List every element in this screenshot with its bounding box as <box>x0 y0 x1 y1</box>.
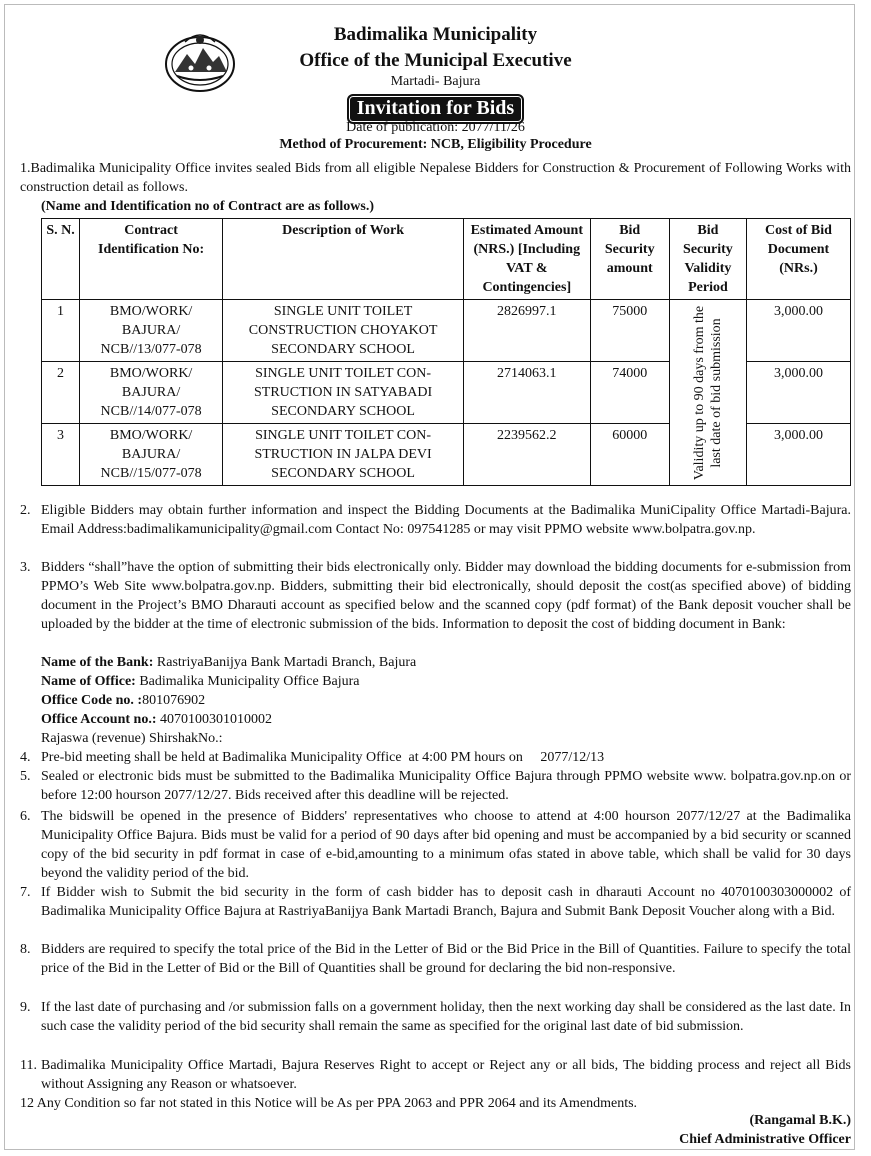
row-description: SINGLE UNIT TOILET CONSTRUCTION CHOYAKOT SECONDARY SCHOOL <box>223 300 464 362</box>
header-estimated-amount: Estimated Amount (NRS.) [Including VAT & Contingencies] <box>463 219 590 300</box>
row-sn: 2 <box>42 362 80 424</box>
office-account-label: Office Account no.: <box>41 712 157 727</box>
clause-6-number: 6. <box>20 809 31 824</box>
header-validity: Bid Security Validity Period <box>669 219 746 300</box>
office-name: Office of the Municipal Executive <box>299 50 572 71</box>
row-description: SINGLE UNIT TOILET CON- STRUCTION IN JALPA DEVI SECONDARY SCHOOL <box>223 424 464 486</box>
clause-4-number: 4. <box>20 750 31 765</box>
header-contract-id: Contract Identification No: <box>80 219 223 300</box>
clause-2-number: 2. <box>20 503 31 518</box>
contracts-table <box>41 218 851 486</box>
row-document-cost: 3,000.00 <box>747 362 851 424</box>
clause-4-text: Pre-bid meeting shall be held at Badimalika Municipality Office at 4:00 PM hours on 2077/12/13 <box>41 750 605 765</box>
table-row <box>42 300 851 362</box>
bank-name-label: Name of the Bank: <box>41 655 154 670</box>
clause-7-text: If Bidder wish to Submit the bid security in the form of cash bidder has to deposit cash in dharauti Account no 4070100303000002 of Badimalika Municipality Office Bajura at RastriyaBanijya Bank Martadi Branch, Bajura and Submit Bank Deposit Voucher along with a Bid. <box>41 885 851 919</box>
clause-2-text: Eligible Bidders may obtain further information and inspect the Bidding Documents at the Badimalika MuniCipality Office Martadi-Bajura. Email Address:badimalikamunicipality@gmail.com Contact No: 097541285 or may visit PPMO website www.bolpatra.gov.np. <box>41 503 851 537</box>
clause-6-text: The bidswill be opened in the presence of Bidders' representatives who choose to attend at 4:00 hourson 2077/12/27 at the Badimalika Municipality Office Bajura. Bids must be valid for a period of 90 days after bid opening and must be accompanied by a bid security or scanned copy of the bid security in pdf format in case of e-bid,amounting to a minimum ofas stated in above table, which shall be valid for 30 days beyond the validity period of the bid. <box>41 809 851 881</box>
clause-11-number: 11. <box>20 1058 37 1073</box>
rajaswa-line: Rajaswa (revenue) ShirshakNo.: <box>41 731 223 746</box>
clause-5-text: Sealed or electronic bids must be submitted to the Badimalika Municipality Office Bajura through PPMO website www. bolpatra.gov.np.on or before 12:00 hourson 2077/12/27. Bids received after this deadline will be rejected. <box>41 769 851 803</box>
office-name-value: Badimalika Municipality Office Bajura <box>135 674 360 689</box>
office-name-label: Name of Office: <box>41 674 136 689</box>
validity-cell <box>669 300 746 486</box>
office-account-line <box>41 710 851 729</box>
clause-8-text: Bidders are required to specify the total price of the Bid in the Letter of Bid or the Bid Price in the Bill of Quantities. Failure to specify the total price of the Bid in the Letter of Bid or the Bill of Quantities shall be ground for declaring the bid non-responsive. <box>41 942 851 976</box>
office-account-value: 4070100301010002 <box>156 712 272 727</box>
validity-period-text: Validity up to 90 days from the last date of bid submission <box>691 305 724 480</box>
signatory-title: Chief Administrative Officer <box>679 1132 851 1147</box>
row-bid-security: 75000 <box>590 300 669 362</box>
clause-5-number: 5. <box>20 769 31 784</box>
row-sn: 3 <box>42 424 80 486</box>
row-document-cost: 3,000.00 <box>747 300 851 362</box>
municipality-name: Badimalika Municipality <box>333 24 538 45</box>
bank-name-value: RastriyaBanijya Bank Martadi Branch, Bajura <box>153 655 417 670</box>
clause-3-number: 3. <box>20 560 31 575</box>
procurement-method: Method of Procurement: NCB, Eligibility Procedure <box>279 137 592 152</box>
row-description: SINGLE UNIT TOILET CON- STRUCTION IN SATYABADI SECONDARY SCHOOL <box>223 362 464 424</box>
office-code-line <box>41 691 851 710</box>
bank-name-line <box>41 653 851 672</box>
row-estimated-amount: 2826997.1 <box>463 300 590 362</box>
clause-7-number: 7. <box>20 885 31 900</box>
office-code-value: 801076902 <box>142 693 206 708</box>
publication-date: Date of publication: 2077/11/26 <box>346 120 525 135</box>
signatory-name: (Rangamal B.K.) <box>749 1113 851 1128</box>
clause-8-number: 8. <box>20 942 31 957</box>
header-bid-security: Bid Security amount <box>590 219 669 300</box>
clause-1-text: 1.Badimalika Municipality Office invites sealed Bids from all eligible Nepalese Bidders for Construction & Procurement of Following Works with construction detail as follows. <box>20 161 851 195</box>
header-sn: S. N. <box>42 219 80 300</box>
office-code-label: Office Code no. : <box>41 693 143 708</box>
clause-11-text: Badimalika Municipality Office Martadi, Bajura Reserves Right to accept or Reject any or all bids, The bidding process and reject all Bids without Assigning any Reason or whatsoever. <box>41 1058 851 1092</box>
header-description: Description of Work <box>223 219 464 300</box>
office-location: Martadi- Bajura <box>390 74 481 89</box>
row-bid-security: 60000 <box>590 424 669 486</box>
row-contract-id: BMO/WORK/ BAJURA/ NCB//15/077-078 <box>80 424 223 486</box>
office-name-line <box>41 672 851 691</box>
row-estimated-amount: 2239562.2 <box>463 424 590 486</box>
row-estimated-amount: 2714063.1 <box>463 362 590 424</box>
clause-9-text: If the last date of purchasing and /or submission falls on a government holiday, then the next working day shall be considered as the last date. In such case the validity period of the bid security shall remain the same as specified for the original last date of bid submission. <box>41 1000 851 1034</box>
row-sn: 1 <box>42 300 80 362</box>
clause-12-text: 12 Any Condition so far not stated in this Notice will be As per PPA 2063 and PPR 2064 and its Amendments. <box>20 1096 638 1111</box>
clause-3-text: Bidders “shall”have the option of submitting their bids electronically only. Bidder may download the bidding documents for e-submission from PPMO’s Web Site www.bolpatra.gov.np. Bidders, submitting their bid electronically, should deposit the cost(as specified above) of bidding document in the Project’s BMO Dharauti account as specified below and the scanned copy (pdf format) of the Bank deposit voucher shall be uploaded by the bidder at the time of electronic submission of the bids. Information to deposit the cost of bidding document in Bank: <box>41 560 851 632</box>
table-header-row <box>42 219 851 300</box>
header-document-cost: Cost of Bid Document (NRs.) <box>747 219 851 300</box>
row-bid-security: 74000 <box>590 362 669 424</box>
row-contract-id: BMO/WORK/ BAJURA/ NCB//13/077-078 <box>80 300 223 362</box>
row-document-cost: 3,000.00 <box>747 424 851 486</box>
contract-list-subhead: (Name and Identification no of Contract are as follows.) <box>41 199 374 214</box>
row-contract-id: BMO/WORK/ BAJURA/ NCB//14/077-078 <box>80 362 223 424</box>
clause-9-number: 9. <box>20 1000 31 1015</box>
notice-title-banner: Invitation for Bids <box>347 94 524 124</box>
